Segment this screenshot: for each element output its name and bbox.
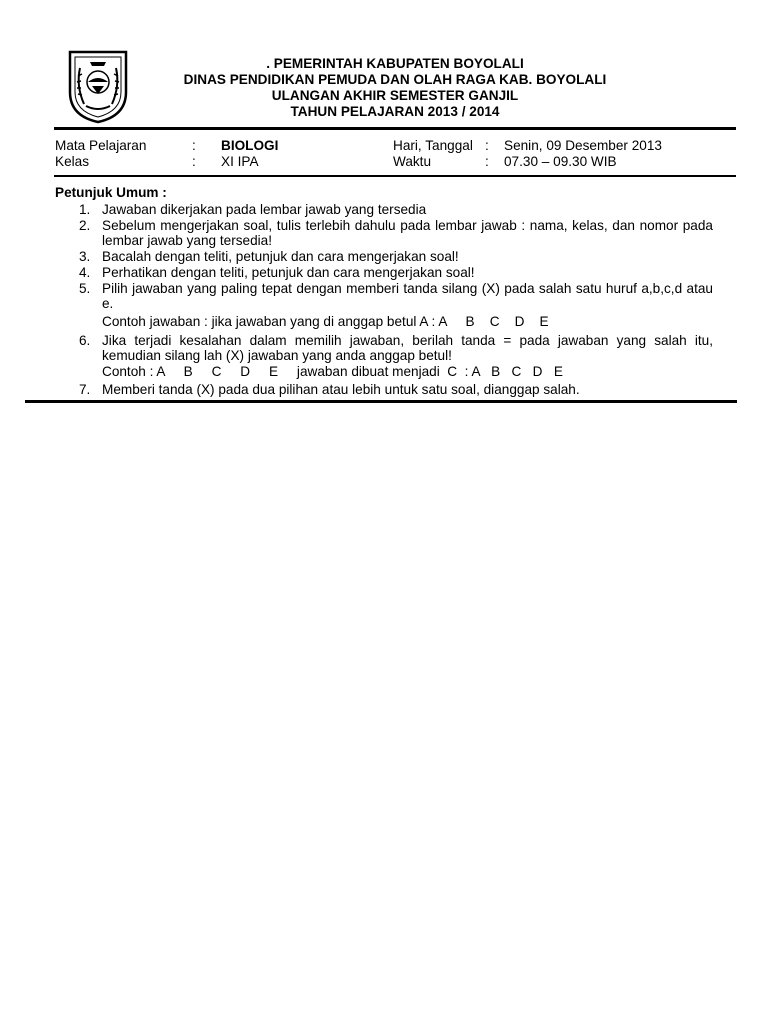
- time-value: 07.30 – 09.30 WIB: [504, 154, 617, 169]
- info-divider: [54, 175, 736, 177]
- instruction-text: Pilih jawaban yang paling tepat dengan memberi tanda silang (X) pada salah satu huruf a,b,c,d atau e.: [102, 280, 713, 312]
- date-label: Hari, Tanggal: [393, 138, 473, 153]
- instruction-item: [55, 249, 713, 265]
- subject-colon: :: [192, 138, 196, 153]
- boyolali-emblem-logo: [66, 48, 130, 124]
- document-header: [130, 56, 660, 120]
- date-colon: :: [485, 138, 489, 153]
- instruction-number: 3.: [79, 249, 91, 265]
- instruction-number: 5.: [79, 280, 91, 296]
- instruction-text: Perhatikan dengan teliti, petunjuk dan cara mengerjakan soal!: [102, 264, 475, 280]
- subject-value: BIOLOGI: [221, 138, 279, 153]
- instruction-item: [55, 382, 713, 398]
- instructions-title: Petunjuk Umum :: [55, 185, 167, 200]
- time-colon: :: [485, 154, 489, 169]
- instruction-number: 2.: [79, 217, 91, 233]
- instruction-number: 1.: [79, 202, 91, 217]
- time-label: Waktu: [393, 154, 432, 169]
- instructions-list: [55, 202, 713, 397]
- instruction-number: 7.: [79, 381, 91, 397]
- instruction-item: [55, 281, 713, 330]
- instruction-text: Sebelum mengerjakan soal, tulis terlebih dahulu pada lembar jawab : nama, kelas, dan nomor pada lembar jawab yang tersedia!: [102, 217, 713, 249]
- header-divider: [54, 127, 736, 130]
- date-value: Senin, 09 Desember 2013: [504, 138, 662, 153]
- class-colon: :: [192, 154, 196, 169]
- instruction-example: Contoh : A B C D E jawaban dibuat menjadi C : A B C D E: [102, 364, 563, 380]
- instruction-item: [55, 333, 713, 380]
- subject-label: Mata Pelajaran: [55, 138, 147, 153]
- instruction-number: 4.: [79, 264, 91, 280]
- header-line-exam-name: ULANGAN AKHIR SEMESTER GANJIL: [271, 88, 519, 103]
- instruction-item: [55, 265, 713, 281]
- instruction-text: Jika terjadi kesalahan dalam memilih jawaban, berilah tanda = pada jawaban yang salah itu, kemudian silang lah (X) jawaban yang anda anggap betul!: [102, 332, 713, 364]
- header-line-department: DINAS PENDIDIKAN PEMUDA DAN OLAH RAGA KAB. BOYOLALI: [183, 72, 607, 87]
- header-line-government: . PEMERINTAH KABUPATEN BOYOLALI: [266, 56, 524, 71]
- instruction-number: 6.: [79, 332, 91, 348]
- instruction-text: Jawaban dikerjakan pada lembar jawab yang tersedia: [102, 202, 427, 217]
- instruction-item: [55, 202, 713, 218]
- footer-divider: [25, 400, 737, 403]
- instruction-text: Memberi tanda (X) pada dua pilihan atau lebih untuk satu soal, dianggap salah.: [102, 381, 580, 397]
- instruction-example: Contoh jawaban : jika jawaban yang di anggap betul A : A B C D E: [102, 313, 549, 329]
- instruction-item: [55, 218, 713, 249]
- header-line-academic-year: TAHUN PELAJARAN 2013 / 2014: [290, 104, 500, 119]
- instruction-text: Bacalah dengan teliti, petunjuk dan cara mengerjakan soal!: [102, 249, 459, 265]
- class-value: XI IPA: [221, 154, 259, 169]
- class-label: Kelas: [55, 154, 90, 169]
